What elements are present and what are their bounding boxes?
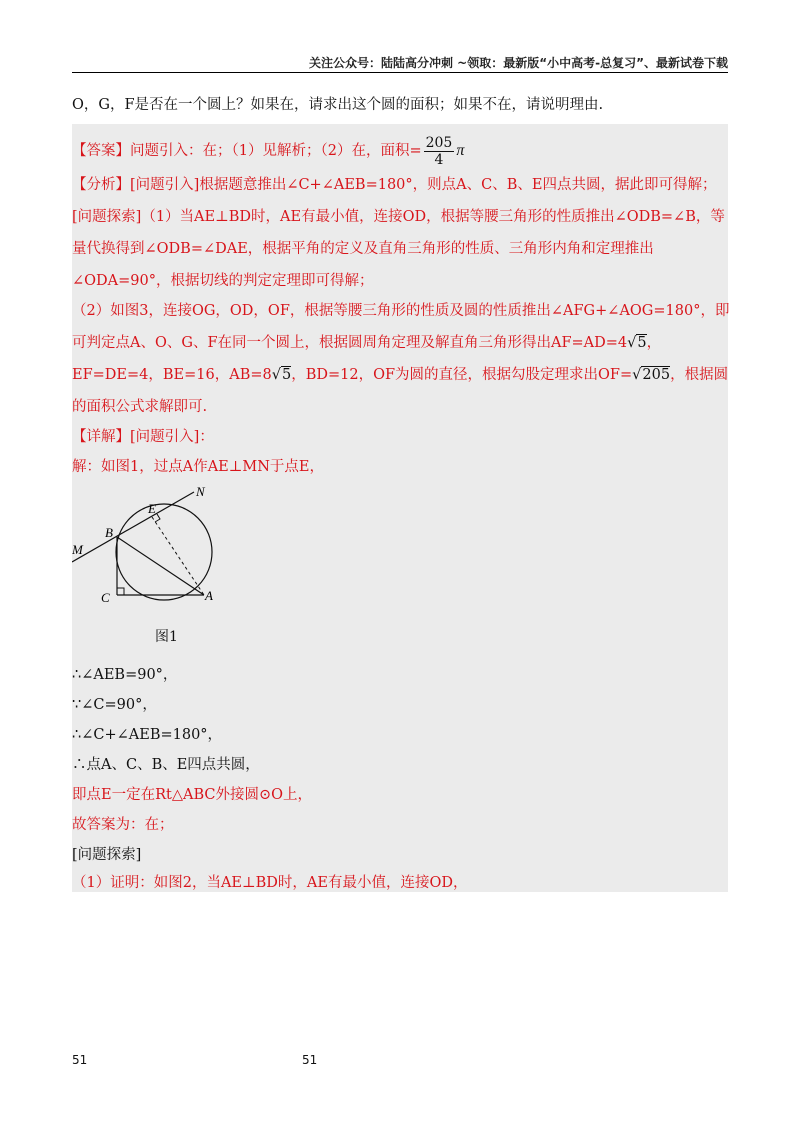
- detail-step-7: [问题探索]: [72, 847, 142, 863]
- fraction-denominator: 4: [434, 151, 444, 168]
- label-m: M: [72, 542, 83, 557]
- answer-line: [72, 133, 464, 169]
- detail-line-1: 解：如图1，过点A作AE⊥MN于点E，: [72, 459, 325, 475]
- sqrt-5-b: 5: [281, 367, 292, 383]
- analysis-line-7: EF=DE=4，BE=16，AB=8√5，BD=12，OF为圆的直径，根据勾股定理求出OF=√205，根据圆: [72, 367, 729, 383]
- analysis-line-2: [问题探索]（1）当AE⊥BD时，AE有最小值，连接OD，根据等腰三角形的性质推出∠ODB=∠B，等: [72, 209, 725, 225]
- analysis-line-7a: EF=DE=4，BE=16，AB=8: [72, 367, 272, 383]
- sqrt-205: 205: [642, 367, 671, 383]
- analysis-line-4: ∠ODA=90°，根据切线的判定定理即可得解；: [72, 273, 374, 289]
- analysis-line-3: 量代换得到∠ODB=∠DAE，根据平角的定义及直角三角形的性质、三角形内角和定理推出: [72, 241, 654, 257]
- circle-o: [116, 504, 212, 600]
- page-number-left: 51: [72, 1053, 88, 1067]
- analysis-line-1: 【分析】[问题引入]根据题意推出∠C+∠AEB=180°，则点A、C、B、E四点共圆，据此即可得解；: [72, 177, 717, 193]
- analysis-line-6: 可判定点A、O、G、F在同一个圆上，根据圆周角定理及解直角三角形得出AF=AD=4√5，: [72, 335, 662, 351]
- analysis-line-7c: ，BD=12，OF为圆的直径，根据勾股定理求出OF=: [291, 367, 633, 383]
- header-rule: [72, 72, 728, 73]
- detail-step-3: ∴∠C+∠AEB=180°，: [72, 727, 223, 743]
- detail-step-5: 即点E一定在Rt△ABC外接圆⊙O上，: [72, 787, 313, 803]
- fraction-numerator: 205: [425, 134, 453, 151]
- area-fraction: [424, 135, 455, 168]
- detail-step-4: ∴点A、C、B、E四点共圆，: [72, 757, 260, 773]
- analysis-line-6a: 可判定点A、O、G、F在同一个圆上，根据圆周角定理及解直角三角形得出AF=AD=4: [72, 335, 628, 351]
- label-n: N: [196, 484, 205, 499]
- label-a: A: [205, 588, 213, 603]
- detail-step-1: ∴∠AEB=90°，: [72, 667, 178, 683]
- label-c: C: [101, 590, 110, 605]
- right-angle-c: [117, 588, 124, 595]
- page-header: 关注公众号：陆陆高分冲刺 ~领取：最新版“小中高考-总复习”、最新试卷下载: [309, 56, 728, 70]
- label-b: B: [105, 525, 113, 540]
- figure-caption: 图1: [155, 629, 178, 645]
- analysis-line-6c: ，: [646, 335, 662, 351]
- detail-step-6: 故答案为：在；: [72, 817, 174, 833]
- intro-line: O，G，F是否在一个圆上？如果在，请求出这个圆的面积；如果不在，请说明理由.: [72, 97, 604, 113]
- sqrt-5-a: 5: [637, 335, 647, 351]
- detail-step-2: ∵∠C=90°，: [72, 697, 157, 713]
- label-e: E: [148, 501, 156, 516]
- pi-symbol: π: [456, 142, 465, 159]
- segment-ea-dashed: [152, 517, 204, 595]
- detail-step-8: （1）证明：如图2，当AE⊥BD时，AE有最小值，连接OD，: [72, 875, 468, 891]
- detail-heading: 【详解】[问题引入]：: [72, 429, 214, 445]
- analysis-line-8: 的面积公式求解即可.: [72, 399, 208, 415]
- page-number-center: 51: [302, 1053, 318, 1067]
- analysis-line-5: （2）如图3，连接OG，OD，OF，根据等腰三角形的性质及圆的性质推出∠AFG+∠AOG=180°，即: [72, 303, 730, 319]
- answer-prefix: 【答案】问题引入：在；（1）见解析；（2）在，面积=: [72, 143, 422, 159]
- figure-1-diagram: [72, 482, 242, 622]
- line-mn: [72, 492, 194, 562]
- analysis-line-7e: ，根据圆: [670, 367, 729, 383]
